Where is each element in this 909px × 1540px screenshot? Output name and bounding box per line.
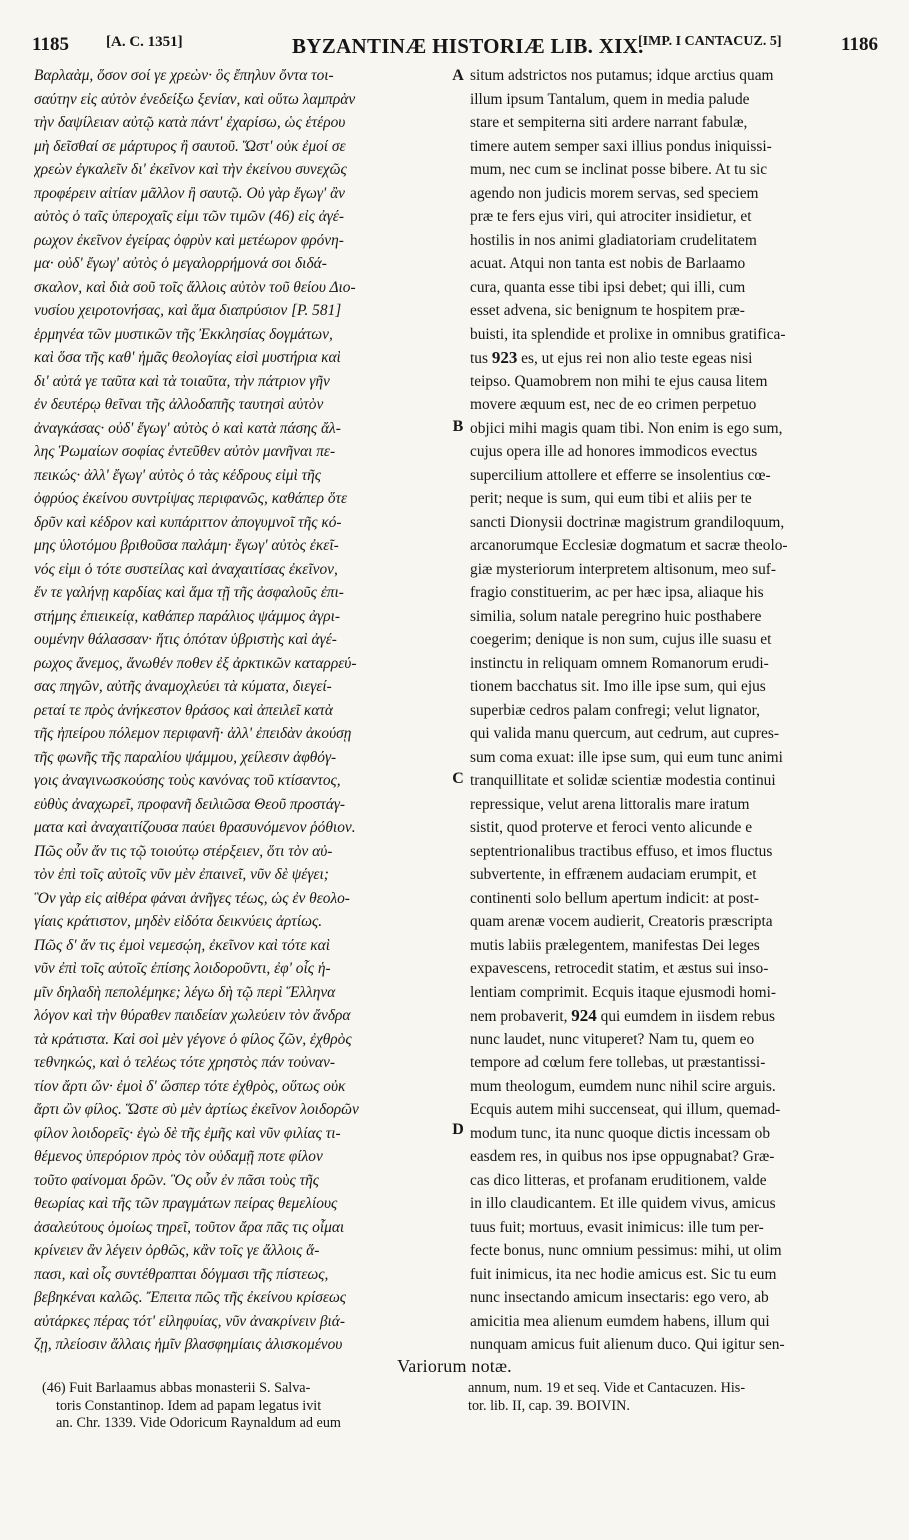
latin-text-line: mum theologum, eumdem nunc nihil scire arguis. [470, 1077, 776, 1095]
greek-text-line: ρωχος ἄνεμος, ἄνωθέν ποθεν ἐξ ἀρκτικῶν καταρρεύ- [34, 654, 357, 672]
notes-heading: Variorum notæ. [397, 1356, 512, 1376]
latin-text-line: in illo claudicantem. Et ille quidem vivus, amicus [470, 1195, 776, 1212]
greek-text-line: γίαις κράτιστον, μηδὲν εἰδότα δεικνύεις ἀρτίως. [34, 913, 323, 930]
latin-text-line: coegerim; denique is non sum, cujus ille suasu et [470, 631, 772, 648]
greek-text-line: τίον ἄρτι ὤν· ἐμοὶ δ' ὥσπερ τότε ἐχθρὸς, οὕτως οὐκ [34, 1077, 346, 1095]
greek-text-line: τεθνηκώς, καὶ ὁ τελέως τότε χρηστὸς πάν τοὐναν- [34, 1054, 335, 1071]
greek-text-line: βεβηκέναι καλῶς. Ἔπειτα πῶς τῆς ἐκείνου κρίσεως [34, 1289, 347, 1306]
latin-text-line: fragio constituerim, ac per hæc ipsa, aliaque his [470, 584, 764, 601]
greek-text-line: νυσίου χειροτονήσας, καὶ ἅμα διαπρύσιον [P. 581] [34, 302, 342, 319]
latin-text-line: nunc laudet, nunc vituperet? Nam tu, quem eo [470, 1030, 755, 1048]
page-number-right: 1186 [841, 34, 878, 55]
footnote-line: an. Chr. 1339. Vide Odoricum Raynaldum ad eum [56, 1415, 341, 1431]
greek-text-line: στήμης ἐπιεικείᾳ, καθάπερ παράλιος ψάμμος ἀγρι- [34, 607, 340, 625]
latin-text-line: cujus opera ille ad honores immodicos evectus [470, 443, 758, 460]
latin-text-line: instinctu in reliquam omnem Romanorum erudi- [470, 654, 769, 672]
greek-text-line: ζῃ, πλείοσιν ἄλλαις ἡμῖν βλασφημίαις ἁλισκομένου [34, 1336, 343, 1353]
latin-text-line: perit; neque is sum, qui eum tibi et aliis per te [470, 490, 752, 507]
greek-text-line: λόγον καὶ τὴν θύραθεν παιδείαν χωλεύειν τὸν ἄνδρα [34, 1007, 351, 1024]
footnote-line: (46) Fuit Barlaamus abbas monasterii S. Salva- [42, 1380, 311, 1396]
footnote-line: annum, num. 19 et seq. Vide et Cantacuzen. His- [468, 1380, 746, 1396]
greek-text-line: δρῦν καὶ κέδρον καὶ κυπάριττον ἀπογυμνοῖ τῆς κό- [34, 513, 342, 531]
latin-text-line: hostilis in nos animi gladiatoriam crudelitatem [470, 231, 757, 249]
greek-text-line: θέμενος ὑπερόριον πρὸς τὸν οὐδαμῇ ποτε φίλον [34, 1148, 323, 1165]
latin-text-line: mutis labiis prælegentem, manifestas Dei leges [470, 936, 760, 954]
greek-text-line: ἑρμηνέα τῶν μυστικῶν τῆς Ἐκκλησίας δογμάτων, [34, 325, 333, 343]
latin-text-line: arcanorumque Ecclesiæ dogmatum et sacræ theolo- [470, 537, 788, 554]
greek-text-line: χρεὼν ἐγκαλεῖν δι' ἐκεῖνον καὶ τὴν ἐκείνου συνεχῶς [34, 161, 347, 178]
greek-text-line: καὶ ὅσα τῆς καθ' ἡμᾶς θεολογίας εἰσὶ μυστήρια καὶ [34, 349, 341, 366]
latin-text-line: movere æquum est, nec de eo crimen perpetuo [470, 396, 757, 413]
greek-text-line: αὐτὸς ὁ ταῖς ὑπεροχαῖς εἰμι τῶν τιμῶν (46) εἰς ἀγέ- [34, 208, 344, 225]
greek-text-column [34, 64, 460, 1356]
latin-text-line: stare et sempiterna siti ardere narrant fabulæ, [470, 114, 748, 131]
margin-letter-b: B [452, 418, 464, 435]
latin-text-line: superbiæ cedros palam confregi; velut lignator, [470, 701, 761, 719]
latin-text-line: cura, quanta esse tibi ipsi debet; qui illi, cum [470, 278, 746, 296]
greek-text-line: ἀσαλεύτους ὁμοίως τηρεῖ, τοῦτον ἄρα πᾶς τις οἶμαι [34, 1218, 345, 1236]
latin-text-line: tus 923 es, ut ejus rei non alio teste egeas nisi [470, 348, 753, 367]
footnote-line: tor. lib. II, cap. 39. BOIVIN. [468, 1397, 630, 1414]
latin-text-line: tuus fuit; mortuus, evasit inimicus: ille tum per- [470, 1218, 764, 1236]
greek-text-line: μῖν δηλαδὴ πεπολέμηκε; λέγω δὴ τῷ περὶ Ἕλληνα [34, 983, 336, 1001]
greek-text-line: Βαρλαὰμ, ὅσον σοί γε χρεὼν· ὃς ἔπηλυν ὄντα τοι- [34, 67, 334, 84]
greek-text-line: σαύτην εἰς αὐτὸν ἐνεδείξω ξενίαν, καὶ οὕτω λαμπρὰν [34, 90, 356, 108]
greek-text-line: σας πηγῶν, αὐτῆς ἀναμοχλεύει τὰ κύματα, διεγεί- [34, 678, 332, 695]
latin-text-line: amicitia mea alienum eumdem habens, illum qui [470, 1312, 770, 1330]
latin-text-line: objici mihi magis quam tibi. Non enim is ego sum, [470, 419, 783, 437]
latin-text-line: nunquam amicus fuit alienum duco. Qui igitur sen- [470, 1336, 785, 1353]
greek-text-line: τοῦτο φαίνομαι δρῶν. Ὃς οὖν ἐν πᾶσι τοὺς τῆς [34, 1171, 319, 1189]
margin-letter-c: C [452, 770, 464, 787]
greek-text-line: τὴν δαψίλειαν αὐτῷ κατὰ πάντ' ἐχαρίσω, ὡς ἑτέρου [34, 114, 346, 131]
greek-text-line: φίλον λοιδορεῖς· ἐγὼ δὲ τῆς ἐμῆς καὶ νῦν φιλίας τι- [34, 1124, 341, 1142]
greek-text-line: δι' αὐτά γε ταῦτα καὶ τὰ τοιαῦτα, τὴν πάτριον γῆν [34, 372, 330, 390]
latin-text-line: sancti Dionysii doctrinæ magistrum grandiloquum, [470, 513, 785, 531]
latin-text-line: timere autem semper saxi illius pondus iniquissi- [470, 137, 772, 155]
latin-text-line: præ te fers ejus viri, qui atrociter insidietur, et [470, 208, 752, 225]
greek-text-line: πασι, καὶ οἷς συντέθραπται δόγμασι τῆς πίστεως, [34, 1265, 329, 1283]
greek-text-line: ρωχον ἐκεῖνον ἐγείρας ὀφρὺν καὶ μετέωρον φρόνη- [34, 231, 344, 249]
latin-text-line: tionem bacchatus sit. Imo ille ipse sum, qui ejus [470, 678, 766, 695]
greek-text-line: πεικώς· ἀλλ' ἔγωγ' αὐτὸς ὁ τὰς κέδρους εἰμὶ τῆς [34, 466, 321, 484]
footnote-right-column [468, 1380, 880, 1415]
latin-text-line: mum, nec cum se inclinat posse bibere. At tu sic [470, 161, 768, 178]
page-number-left: 1185 [32, 34, 69, 55]
date-left: [A. C. 1351] [106, 34, 183, 50]
latin-text-line: modum tunc, ita nunc quoque dictis incessam ob [470, 1124, 771, 1142]
greek-text-line: μὴ δεῖσθαί σε μάρτυρος ἢ σαυτοῦ. Ὥστ' οὐκ ἐμοί σε [34, 137, 346, 155]
greek-text-line: κρίνειεν ἂν λέγειν ὀρθῶς, κἂν τοῖς γε ἄλλοις ἅ- [34, 1242, 320, 1259]
latin-text-line: quam arenæ vocem audierit, Creatoris præscripta [470, 913, 773, 930]
greek-text-line: Πῶς οὖν ἄν τις τῷ τοιούτῳ στέρξειεν, ὅτι τὸν αὐ- [34, 842, 333, 860]
latin-text-line: repressique, velut arena littoralis mare iratum [470, 795, 750, 813]
greek-text-line: ουμένην θάλασσαν· ἥτις ὁπόταν ὑβριστὴς καὶ ἀγέ- [34, 631, 337, 648]
latin-text-line: giæ mysteriorum interpretem altisonum, meo suf- [470, 560, 777, 578]
latin-text-line: qui valida manu quercum, aut cedrum, aut cupres- [470, 725, 779, 742]
greek-text-line: τὰ κράτιστα. Καὶ σοὶ μὲν γέγονε ὁ φίλος ζῶν, ἐχθρὸς [34, 1030, 352, 1048]
latin-text-line: acuat. Atqui non tanta est nobis de Barlaamo [470, 255, 746, 272]
running-title: BYZANTINÆ HISTORIÆ LIB. XIX. [292, 34, 644, 58]
footnote-line: toris Constantinop. Idem ad papam legatus ivit [56, 1397, 322, 1414]
greek-text-line: τῆς φωνῆς τῆς παραλίου ψάμμου, χείλεσιν ἀφθόγ- [34, 748, 337, 766]
footnote-left-column [42, 1380, 462, 1433]
greek-text-line: εὐθὺς ἀναχωρεῖ, προφανῆ δειλιῶσα Θεοῦ προστάγ- [34, 795, 346, 813]
latin-text-line: Ecquis autem mihi succenseat, qui illum, quemad- [470, 1101, 781, 1118]
greek-text-line: τῆς ἠπείρου πόλεμον περιφανῆ· ἀλλ' ἐπειδὰν ἀκούσῃ [34, 725, 352, 742]
column-reference-number: 924 [571, 1006, 597, 1025]
latin-text-line: illum ipsum Tantalum, quem in media palude [470, 90, 750, 108]
greek-text-line: ὀφρύος ἐκείνου συντρίψας περιφανῶς, καθάπερ ὅτε [34, 490, 348, 507]
greek-text-line: σκαλον, καὶ διὰ σοῦ τοῖς ἄλλοις αὐτὸν τοῦ θείου Διο- [34, 278, 356, 296]
greek-text-line: θεωρίας καὶ τῆς τῶν πραγμάτων πείρας θεμελίους [34, 1195, 338, 1212]
greek-text-line: αὐτάρκες πέρας τότ' εἰληφυίας, νῦν ἀνακρίνειν βιά- [34, 1312, 345, 1330]
greek-text-line: μα· οὐδ' ἔγωγ' αὐτὸς ὁ μεγαλορρήμονά σοι διδά- [34, 255, 327, 272]
greek-text-line: Ὃν γὰρ εἰς αἰθέρα φάναι ἀνῆγες τέως, ὡς ἐν θεολο- [34, 889, 350, 907]
latin-text-line: sum coma exuat: ille ipse sum, qui eum tunc animi [470, 748, 783, 766]
latin-text-line: expavescens, retrocedit statim, et æstus sui inso- [470, 960, 769, 977]
greek-text-line: ἐν δευτέρῳ θεῖναι τῆς ἀλλοδαπῆς ταυτησὶ αὐτὸν [34, 396, 324, 413]
greek-text-line: ματα καὶ ἀναχαιτίζουσα παύει θρασυνόμενον ῥόθιον. [34, 819, 356, 836]
latin-text-line: easdem res, in quibus nos ipse oppugnabat? Græ- [470, 1148, 775, 1165]
latin-text-line: nem probaverit, 924 qui eumdem in iisdem rebus [470, 1006, 776, 1025]
latin-text-line: cas dico litteras, et profanam eruditionem, valde [470, 1171, 767, 1189]
latin-text-line: supercilium attollere et efferre se insolentius cœ- [470, 466, 771, 484]
latin-text-line: fuit inimicus, ita nec hodie amicus est. Sic tu eum [470, 1265, 777, 1283]
latin-text-line: similia, solum natale peregrino huic posthabere [470, 607, 762, 625]
margin-letter-a: A [452, 67, 464, 84]
margin-letter-d: D [452, 1121, 464, 1138]
greek-text-line: ἀναγκάσας· οὐδ' ἔγωγ' αὐτὸς ὁ καὶ κατὰ πάσης ἄλ- [34, 419, 341, 437]
greek-text-line: ἄρτι ὢν φίλος. Ὥστε σὺ μὲν ἀρτίως ἐκεῖνον λοιδορῶν [34, 1101, 359, 1118]
latin-text-line: agendo non judicis morem servas, sed speciem [470, 184, 759, 202]
latin-text-line: fecte bonus, nunc omnium pessimus: mihi, ut olim [470, 1242, 782, 1259]
greek-text-line: λης Ῥωμαίων σοφίας ἐντεῦθεν αὐτὸν μανῆναι πε- [34, 443, 336, 460]
greek-text-line: ρεταί τε πρὸς ἀνήκεστον θράσος καὶ ἀπειλεῖ κατὰ [34, 701, 333, 719]
latin-text-line: teipso. Quamobrem non mihi te ejus causa litem [470, 372, 768, 390]
latin-text-line: continenti solo bellum apertum indicit: at post- [470, 889, 759, 907]
date-right: [IMP. I CANTACUZ. 5] [638, 34, 782, 49]
latin-text-line: septentrionalibus tractibus effuso, et imos fluctus [470, 842, 773, 860]
latin-text-line: lentiam comprimit. Ecquis itaque ejusmodi homi- [470, 983, 777, 1001]
latin-text-line: subvertente, in effrænem audaciam erumpit, et [470, 866, 757, 883]
running-header [32, 30, 878, 58]
latin-text-line: tranquillitate et solidæ scientiæ modestia continui [470, 772, 776, 789]
greek-text-line: Πῶς δ' ἄν τις ἐμοὶ νεμεσῴη, ἐκεῖνον καὶ τότε καὶ [34, 936, 331, 954]
greek-text-line: νός εἰμι ὁ τότε συστείλας καὶ ἀναχαιτίσας ἐκεῖνον, [34, 560, 338, 578]
greek-text-line: ἔν τε γαλήνῃ καρδίας καὶ ἅμα τῇ τῆς ἀσφαλοῦς ἐπι- [34, 584, 344, 601]
latin-text-line: situm adstrictos nos putamus; idque arctius quam [470, 67, 774, 84]
latin-text-column [470, 64, 882, 1356]
latin-text-line: buisti, ita splendide et prolixe in omnibus gratifica- [470, 325, 786, 343]
greek-text-line: προφέρειν αἰτίαν μᾶλλον ἢ σαυτῷ. Οὐ γὰρ ἔγωγ' ἂν [34, 184, 345, 202]
greek-text-line: νῦν ἐπὶ τοῖς αὐτοῖς ἐπίσης λοιδοροῦντι, ἐφ' οἷς ἡ- [34, 960, 331, 977]
latin-text-line: nunc insectando amicum insectaris: ego vero, ab [470, 1289, 769, 1306]
latin-text-line: esset advena, sic benignum te hospitem præ- [470, 302, 745, 319]
greek-text-line: μης ὑλοτόμου βριθοῦσα παλάμη· ἔγωγ' αὐτὸς ἐκεῖ- [34, 537, 339, 554]
latin-text-line: sistit, quod proterve et feroci vento alicunde e [470, 819, 753, 836]
greek-text-line: τὸν ἐπὶ τοῖς αὐτοῖς νῦν μὲν ἐπαινεῖ, νῦν δὲ ψέγει; [34, 866, 329, 883]
column-reference-number: 923 [491, 348, 518, 367]
latin-text-line: tempore ad cœlum fere tollebas, ut præstantissi- [470, 1054, 766, 1071]
greek-text-line: γοις ἀναγινωσκούσης τοὺς κανόνας τοῦ κτίσαντος, [34, 772, 341, 789]
